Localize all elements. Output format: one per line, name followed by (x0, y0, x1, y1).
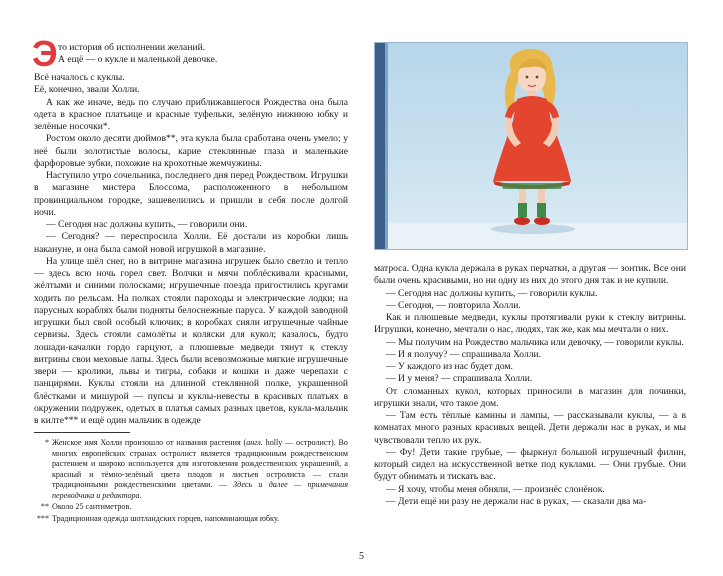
paragraph: — Сегодня? — переспросила Холли. Её достали из коробки лишь накануне, и она была самой новой игрушкой в магазине. (34, 231, 348, 255)
footnote-text: Традиционная одежда шотландских горцев, напоминающая юбку. (52, 513, 280, 523)
footnote-mark: * (44, 438, 49, 447)
paragraph: Ростом около десяти дюймов**, эта кукла была сработана очень умело; у неё были золотистые волосы, карие стеклянные глаза и маленькие фарфоровые зубки, похожие на крохотные жемчужины. (34, 133, 348, 169)
shadow (491, 224, 575, 234)
left-column (32, 33, 348, 427)
paragraph: — И я получу? — спрашивала Холли. (386, 348, 542, 360)
paragraph: — Фу! Дети такие грубые, — фыркнул большой игрушечный филин, который сидел на искусственной ветке под куклами. — Они грубые. Они будут обнимать и тискать вас. (374, 446, 686, 483)
green-sock (537, 203, 546, 217)
footnote-rule (34, 432, 130, 433)
green-sock (518, 203, 527, 217)
paragraph: Всё началось с куклы. (34, 72, 125, 83)
footnote-mark: ** (40, 502, 49, 511)
paragraph: — Мы получим на Рождество мальчика или девочку, — говорили куклы. (386, 336, 684, 348)
footnote-text: Около 25 сантиметров. (52, 502, 132, 511)
intro-line-1: то история об исполнении желаний. (58, 42, 206, 53)
intro-line-2: А ещё — о кукле и маленькой девочке. (58, 54, 218, 65)
window-frame (375, 43, 385, 249)
paragraph: — Сегодня нас должны купить, — говорили они. (46, 219, 248, 230)
illustration-doll (374, 42, 688, 250)
paragraph: — Дети ещё ни разу не держали нас в руках, — сказали два ма- (386, 495, 647, 507)
footnotes (34, 438, 348, 525)
paragraph: Как и плюшевые медведи, куклы протягивали руки к стеклу витрины. Игрушки, конечно, мечтали о нас, людях, так же, как мы мечтали о них. (374, 312, 686, 336)
paragraph: — Там есть тёплые камины и лампы, — рассказывали куклы, — а в комнатах много разных красивых вещей. Дети держали нас в руках, и мы чувствовали тепло их рук. (374, 410, 686, 446)
paragraph: На улице шёл снег, но в витрине магазина игрушек было светло и тепло — здесь всю ночь горел свет. Волчки и мячи поблёскивали красными, жёлтыми и синими полосками; игрушечные поезда пригостились кругами ходить по рельсам. На полках стояли пароходы и электрические лодки; на парусных кораблях были подняты белоснежные паруса. У каждой заводной игрушки был свой особый ключик; в коробках сияли игрушечные чайные сервизы. Здесь стояли самолёты и коляски для кукол; казалось, будто лошади-качалки гордо гарцуют, а плюшевые медведи тянут к стеклу витрины свои меховые лапы. Здесь были всевозможные мягкие игрушечные звери — кролики, львы и тигры, собаки и кошки и даже черепахи с панцирями. Куклы стояли на длинной стеклянной полке, украшенной блёстками и мишурой — пупсы и куклы-невесты в красивых платьях в окружении подружек, одетых в платья самых разных цветов, кукла-мальчик в килте*** и ещё один мальчик в одежде (34, 255, 348, 426)
paragraph: матроса. Одна кукла держала в руках перчатки, а другая — зонтик. Все они были очень красивыми, но ни одну из них до этого дня так и не купили. (374, 263, 686, 287)
paragraph: — Сегодня, — повторила Холли. (386, 299, 521, 311)
footnote (34, 514, 348, 525)
footnote (34, 438, 348, 501)
red-dress (493, 96, 571, 181)
intro (32, 33, 348, 74)
footnote-emphasis: англ. (246, 438, 263, 447)
paragraph: Её, конечно, звали Холли. (34, 84, 140, 96)
paragraph: — И у меня? — спрашивала Холли. (386, 373, 533, 385)
doll-illustration-svg (375, 43, 687, 249)
paragraph: А как же иначе, ведь по случаю приближавшегося Рождества она была одета в красное платьице и красные туфельки, зелёную нижнюю юбку и зелёные носочки*. (34, 96, 348, 132)
page-number: 5 (359, 551, 364, 562)
paragraph: — Сегодня нас должны купить, — говорили куклы. (386, 287, 598, 299)
footnote-mark: *** (36, 513, 49, 523)
footnote-emphasis: Здесь и далее — примечания переводчика и редактора. (52, 480, 348, 500)
red-shoe (514, 217, 530, 225)
paragraph: — У каждого из нас будет дом. (386, 361, 513, 372)
footnote (34, 502, 348, 513)
footnote-text: Женское имя Холли произошло от названия растения ( (52, 438, 247, 447)
paragraph: Наступило утро сочельника, последнего дня перед Рождеством. Игрушки в магазине мистера Блоссома, расположенного в небольшом провинциальном городке, зашевелились и пришли в себя после долгой ночи. (34, 170, 348, 218)
drop-cap: Э (32, 33, 58, 74)
red-shoe (534, 217, 550, 225)
paragraph: — Я хочу, чтобы меня обняли, — произнёс слонёнок. (386, 483, 605, 495)
paragraph: От сломанных кукол, которых приносили в магазин для починки, игрушки знали, что такое дом. (374, 385, 686, 409)
footnote-text: holly — остролист). Во многих европейских странах остролист является традиционным рождественским растением и широко используется для изготовления рождественских украшений, а красный и тёмно-зелёный цвета плодов и листьев остролиста — стали традиционными рождественскими цветами. — (52, 438, 348, 489)
right-column (374, 263, 686, 508)
